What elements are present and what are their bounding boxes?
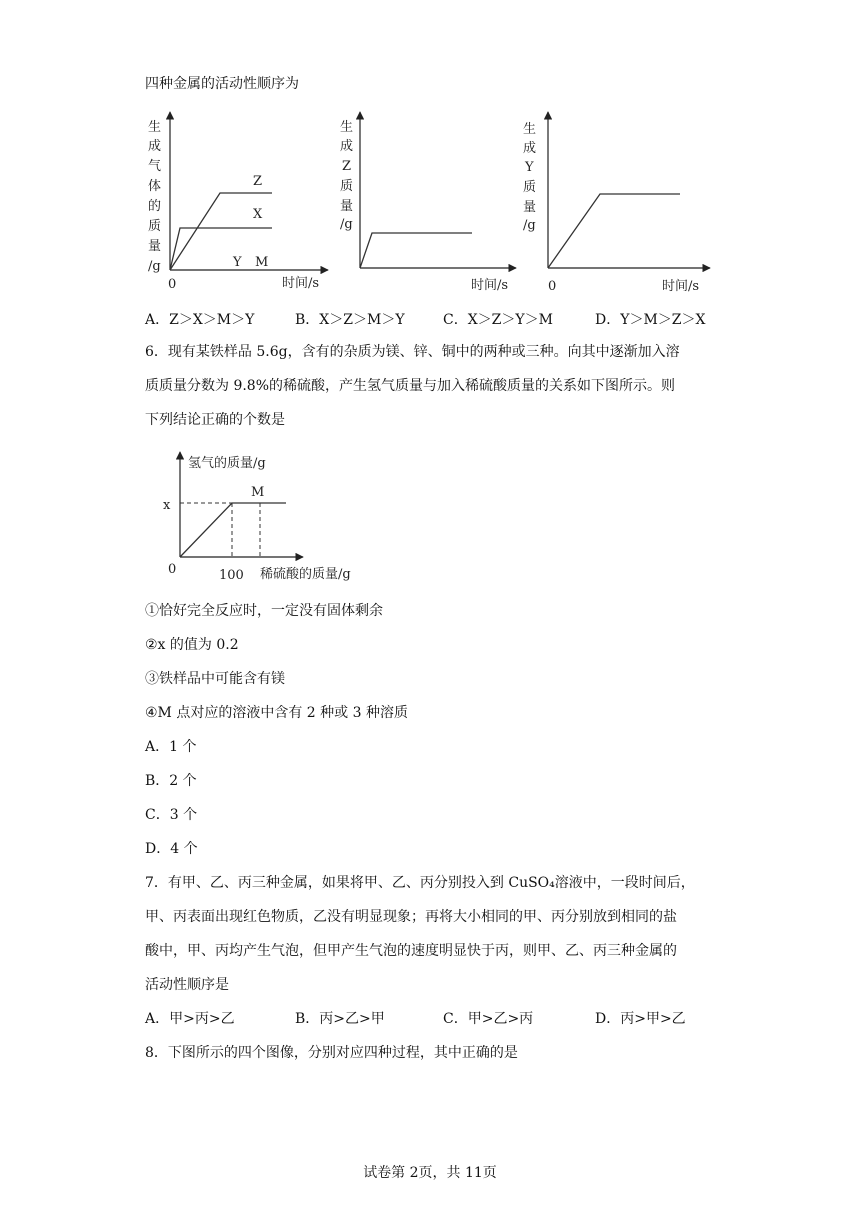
q6-stem-line-3: 下列结论正确的个数是 — [145, 412, 285, 428]
q5-chart-1-ylabel-0: 生 — [148, 120, 162, 135]
q5-chart-2-ylabel-0: 生 — [340, 120, 354, 135]
q5-option-d: D．Y＞M＞Z＞X — [595, 312, 706, 328]
q5-chart-1-ylabel-2: 气 — [148, 159, 162, 174]
q6-chart-origin: 0 — [168, 562, 177, 577]
q5-chart-1-label-y: Y — [233, 255, 242, 270]
q5-option-b: B．X＞Z＞M＞Y — [295, 312, 405, 328]
q6-chart-ylabel: 氢气的质量/g — [188, 456, 266, 471]
q8-stem: 8．下图所示的四个图像，分别对应四种过程，其中正确的是 — [145, 1045, 518, 1061]
q5-chart-3-xlabel: 时间/s — [662, 279, 700, 294]
q5-chart-1-label-x: X — [253, 207, 263, 222]
q6-option-c: C．3 个 — [145, 807, 198, 823]
q6-statement-2: ②x 的值为 0.2 — [145, 637, 239, 653]
q6-chart-point-m: M — [251, 485, 265, 500]
q7-stem-line-2: 甲、丙表面出现红色物质，乙没有明显现象；再将大小相同的甲、丙分别放到相同的盐 — [145, 909, 677, 925]
q5-chart-2-xlabel: 时间/s — [471, 278, 509, 293]
q5-stem-tail: 四种金属的活动性顺序为 — [145, 76, 299, 92]
q5-chart-2-ylabel-2: Z — [342, 159, 352, 174]
q5-chart-3-ylabel-0: 生 — [523, 122, 537, 137]
q5-chart-2 — [340, 112, 516, 293]
q6-chart-series — [180, 503, 286, 557]
q5-chart-1-label-m: M — [255, 255, 269, 270]
q7-stem-line-3: 酸中，甲、丙均产生气泡，但甲产生气泡的速度明显快于丙，则甲、乙、丙三种金属的 — [145, 943, 677, 959]
q6-option-a: A．1 个 — [145, 739, 197, 755]
q5-chart-2-ylabel-1: 成 — [340, 139, 354, 154]
q7-option-d: D．丙>甲>乙 — [595, 1011, 686, 1027]
q6-statement-1: ①恰好完全反应时，一定没有固体剩余 — [145, 603, 383, 619]
q5-chart-1 — [148, 112, 328, 292]
q6-chart-ytick: x — [163, 498, 171, 513]
q7-option-b: B．丙>乙>甲 — [295, 1011, 385, 1027]
q6-stem-line-1: 6．现有某铁样品 5.6g，含有的杂质为镁、锌、铜中的两种或三种。向其中逐渐加入溶 — [145, 344, 680, 360]
q6-chart — [163, 452, 351, 583]
q6-option-d: D．4 个 — [145, 841, 198, 857]
q6-statement-4: ④M 点对应的溶液中含有 2 种或 3 种溶质 — [145, 705, 408, 721]
q5-chart-1-label-z: Z — [253, 174, 263, 189]
q7-stem-line-4: 活动性顺序是 — [145, 977, 229, 993]
q7-stem-line-1: 7．有甲、乙、丙三种金属，如果将甲、乙、丙分别投入到 CuSO₄溶液中，一段时间后， — [145, 875, 695, 891]
q5-chart-3-ylabel-1: 成 — [523, 141, 537, 156]
q5-chart-1-ylabel-1: 成 — [148, 139, 162, 154]
q6-chart-xtick: 100 — [219, 568, 244, 583]
q6-chart-xlabel: 稀硫酸的质量/g — [260, 567, 351, 582]
q5-chart-3-ylabel-2: Y — [525, 160, 534, 175]
q7-option-a: A．甲>丙>乙 — [145, 1011, 235, 1027]
q5-chart-1-xlabel: 时间/s — [282, 276, 320, 291]
q5-chart-1-ylabel-6: 量 — [148, 239, 162, 254]
q5-option-a: A．Z＞X＞M＞Y — [145, 312, 255, 328]
q5-chart-3-origin: 0 — [548, 279, 557, 294]
q5-chart-3-ylabel-5: /g — [523, 218, 536, 233]
q5-chart-3-series-y — [548, 194, 680, 268]
q5-option-c: C．X＞Z＞Y＞M — [443, 312, 553, 328]
q5-chart-2-ylabel-4: 量 — [340, 199, 354, 214]
q5-chart-1-ylabel-4: 的 — [148, 199, 162, 214]
page-footer: 试卷第 2页，共 11页 — [363, 1165, 497, 1181]
q6-stem-line-2: 质质量分数为 9.8%的稀硫酸，产生氢气质量与加入稀硫酸质量的关系如下图所示。则 — [145, 378, 676, 394]
q5-chart-1-origin: 0 — [168, 277, 177, 292]
figures — [0, 0, 860, 600]
q5-chart-1-ylabel-7: /g — [148, 259, 161, 274]
q5-chart-1-ylabel-5: 质 — [148, 219, 162, 234]
q6-option-b: B．2 个 — [145, 773, 197, 789]
q5-chart-2-ylabel-3: 质 — [340, 179, 354, 194]
q7-option-c: C．甲>乙>丙 — [443, 1011, 534, 1027]
q5-chart-2-series-z — [360, 233, 472, 268]
q5-chart-3 — [523, 112, 710, 294]
q5-chart-1-ylabel-3: 体 — [148, 179, 162, 194]
q5-chart-3-ylabel-3: 质 — [523, 180, 537, 195]
q6-statement-3: ③铁样品中可能含有镁 — [145, 671, 285, 687]
q5-chart-2-ylabel-5: /g — [340, 217, 353, 232]
q5-chart-3-ylabel-4: 量 — [523, 200, 537, 215]
